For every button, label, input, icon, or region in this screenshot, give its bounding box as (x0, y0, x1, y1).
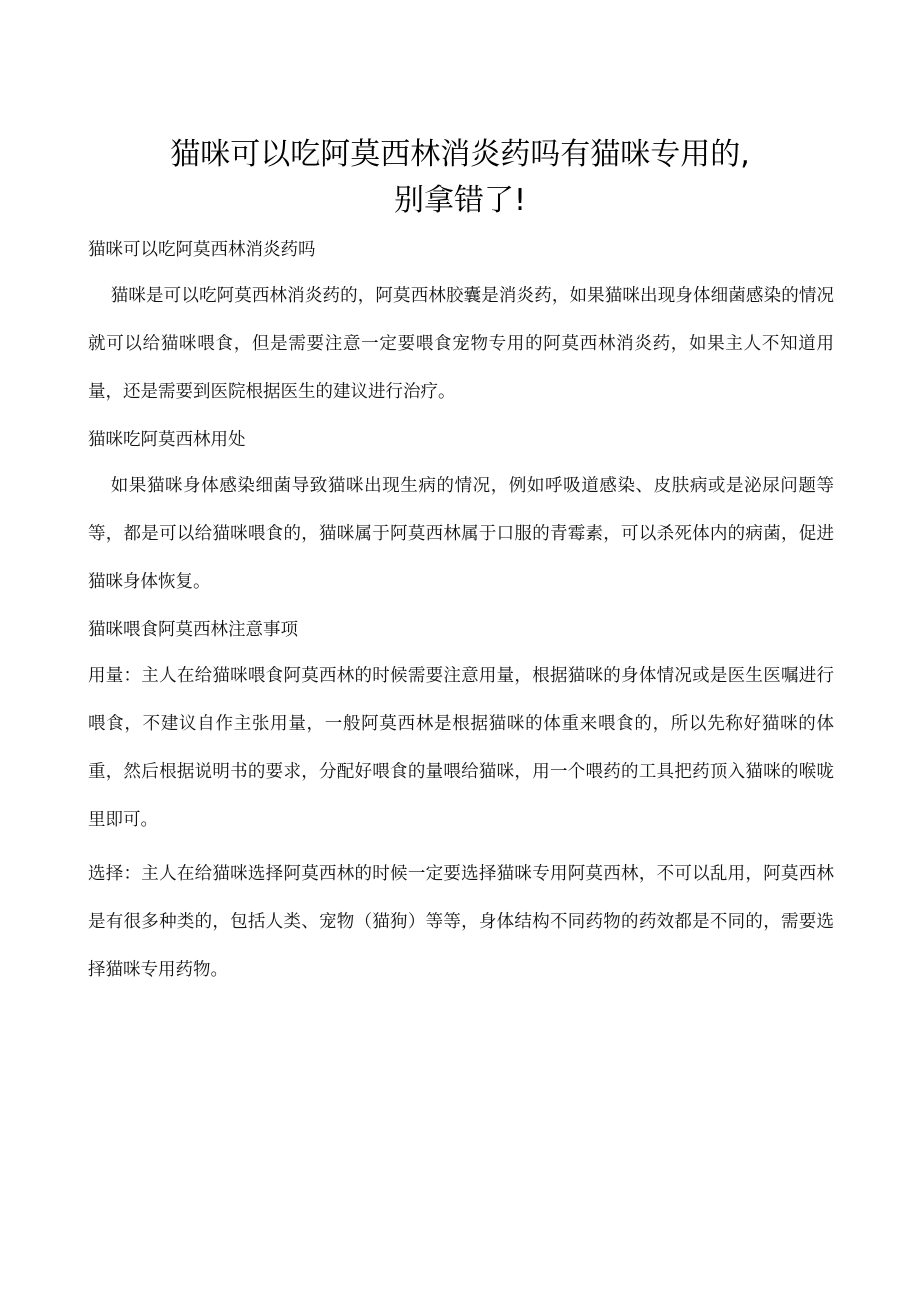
section-paragraph-uses: 如果猫咪身体感染细菌导致猫咪出现生病的情况，例如呼吸道感染、皮肤病或是泌尿问题等等，都是可以给猫咪喂食的，猫咪属于阿莫西林属于口服的青霉素，可以杀死体内的病菌，促进猫咪身体恢复。 (88, 476, 834, 592)
section-heading-can-eat: 猫咪可以吃阿莫西林消炎药吗 (88, 240, 316, 260)
section-heading-precautions: 猫咪喂食阿莫西林注意事项 (88, 620, 298, 640)
section-paragraph-choice: 选择：主人在给猫咪选择阿莫西林的时候一定要选择猫咪专用阿莫西林，不可以乱用，阿莫西林是有很多种类的，包括人类、宠物（猫狗）等等，身体结构不同药物的药效都是不同的，需要选择猫咪专用药物。 (88, 864, 834, 980)
section-paragraph-can-eat: 猫咪是可以吃阿莫西林消炎药的，阿莫西林胶囊是消炎药，如果猫咪出现身体细菌感染的情况就可以给猫咪喂食，但是需要注意一定要喂食宠物专用的阿莫西林消炎药，如果主人不知道用量，还是需要到医院根据医生的建议进行治疗。 (88, 286, 834, 402)
document-title (60, 132, 860, 224)
title-line-1: 猫咪可以吃阿莫西林消炎药吗有猫咪专用的, (170, 137, 750, 172)
section-paragraph-dosage: 用量：主人在给猫咪喂食阿莫西林的时候需要注意用量，根据猫咪的身体情况或是医生医嘱进行喂食，不建议自作主张用量，一般阿莫西林是根据猫咪的体重来喂食的，所以先称好猫咪的体重，然后根据说明书的要求，分配好喂食的量喂给猫咪，用一个喂药的工具把药顶入猫咪的喉咙里即可。 (88, 666, 834, 830)
section-heading-uses: 猫咪吃阿莫西林用处 (88, 430, 246, 450)
document-body (88, 232, 834, 1000)
title-line-2: 别拿错了! (393, 183, 527, 218)
